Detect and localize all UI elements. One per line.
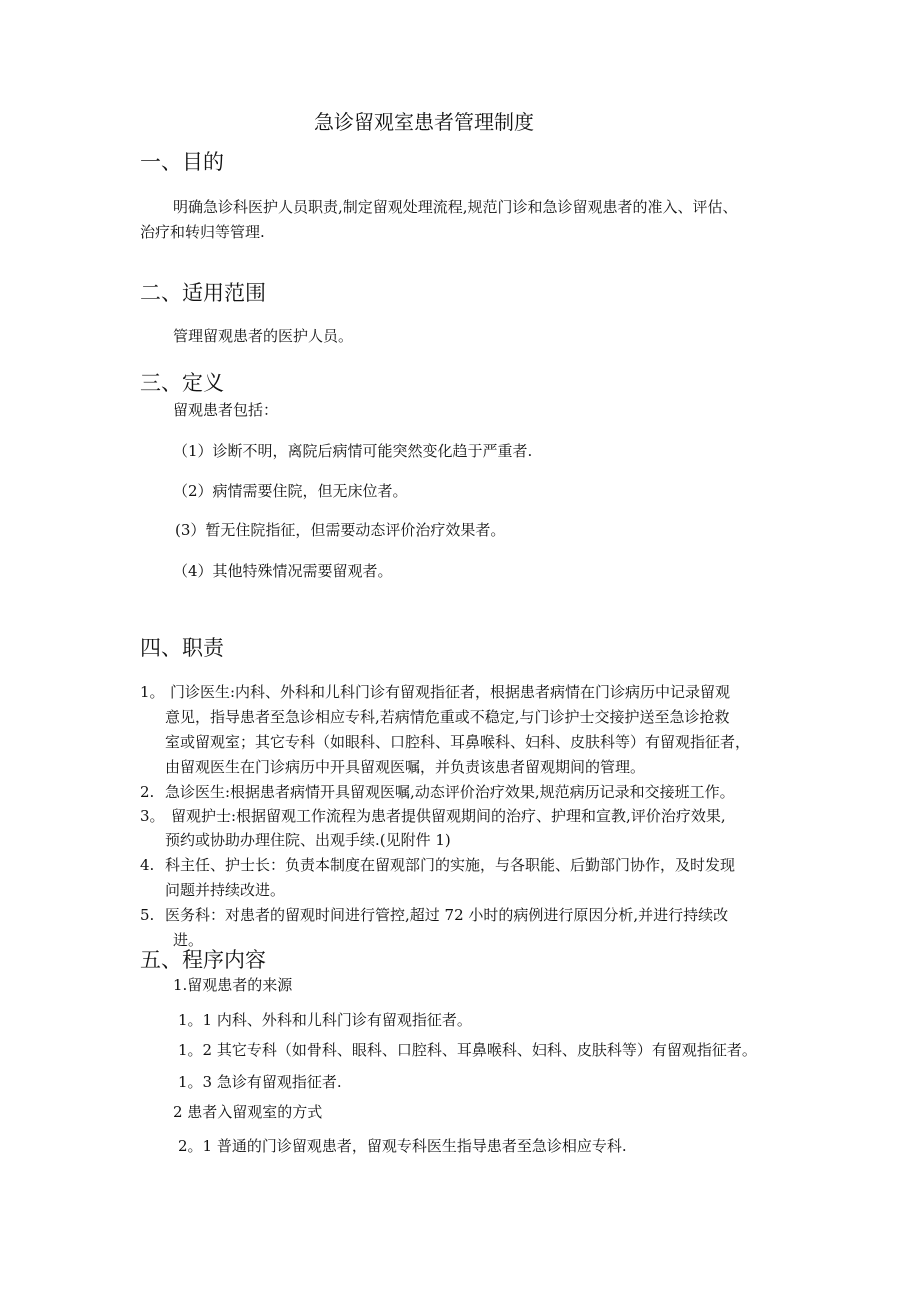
subheading: 2 患者入留观室的方式 [173,1103,323,1121]
section-heading-duties: 四、职责 [140,636,224,660]
section-heading-definition: 三、定义 [140,371,224,395]
list-line: 门诊医生:内科、外科和儿科门诊有留观指征者，根据患者病情在门诊病历中记录留观 [170,683,731,701]
list-number: 4. [140,856,155,874]
list-line: 医务科：对患者的留观时间进行管控,超过 72 小时的病例进行原因分析,并进行持续改 [165,906,729,924]
list-number: 1。 [140,683,165,701]
paragraph-line: 留观患者包括： [173,401,279,419]
list-line: 问题并持续改进。 [165,881,286,899]
list-line: 预约或协助办理住院、出观手续.(见附件 1) [165,831,451,849]
list-line: 由留观医生在门诊病历中开具留观医嘱，并负责该患者留观期间的管理。 [165,758,646,776]
definition-item: (3）暂无住院指征，但需要动态评价治疗效果者。 [175,521,506,539]
list-line: 进。 [173,931,204,949]
definition-item: （1）诊断不明，离院后病情可能突然变化趋于严重者. [173,442,533,460]
section-heading-scope: 二、适用范围 [140,281,266,305]
subheading: 1.留观患者的来源 [173,976,293,994]
paragraph-line: 管理留观患者的医护人员。 [173,327,354,345]
definition-item: （4）其他特殊情况需要留观者。 [173,562,393,580]
list-line: 留观护士:根据留观工作流程为患者提供留观期间的治疗、护理和宣教,评价治疗效果, [171,807,726,825]
section-heading-purpose: 一、目的 [140,150,224,174]
list-line: 急诊医生:根据患者病情开具留观医嘱,动态评价治疗效果,规范病历记录和交接班工作。 [165,783,735,801]
sub-item: 1。1 内科、外科和儿科门诊有留观指征者。 [178,1011,472,1029]
section-heading-procedure: 五、程序内容 [140,948,266,972]
page-title: 急诊留观室患者管理制度 [314,110,534,134]
sub-item: 1。3 急诊有留观指征者. [178,1073,342,1091]
sub-item: 1。2 其它专科（如骨科、眼科、口腔科、耳鼻喉科、妇科、皮肤科等）有留观指征者。 [178,1041,757,1059]
definition-item: （2）病情需要住院，但无床位者。 [173,482,408,500]
list-number: 3。 [140,807,165,825]
sub-item: 2。1 普通的门诊留观患者，留观专科医生指导患者至急诊相应专科. [178,1137,627,1155]
list-line: 科主任、护士长：负责本制度在留观部门的实施，与各职能、后勤部门协作，及时发现 [165,856,736,874]
paragraph-line: 治疗和转归等管理. [140,223,265,241]
list-number: 5. [140,906,155,924]
list-line: 意见，指导患者至急诊相应专科,若病情危重或不稳定,与门诊护士交接护送至急诊抢救 [165,708,730,726]
list-line: 室或留观室；其它专科（如眼科、口腔科、耳鼻喉科、妇科、皮肤科等）有留观指征者， [165,733,751,751]
paragraph-line: 明确急诊科医护人员职责,制定留观处理流程,规范门诊和急诊留观患者的准入、评估、 [173,198,738,216]
list-number: 2. [140,783,155,801]
